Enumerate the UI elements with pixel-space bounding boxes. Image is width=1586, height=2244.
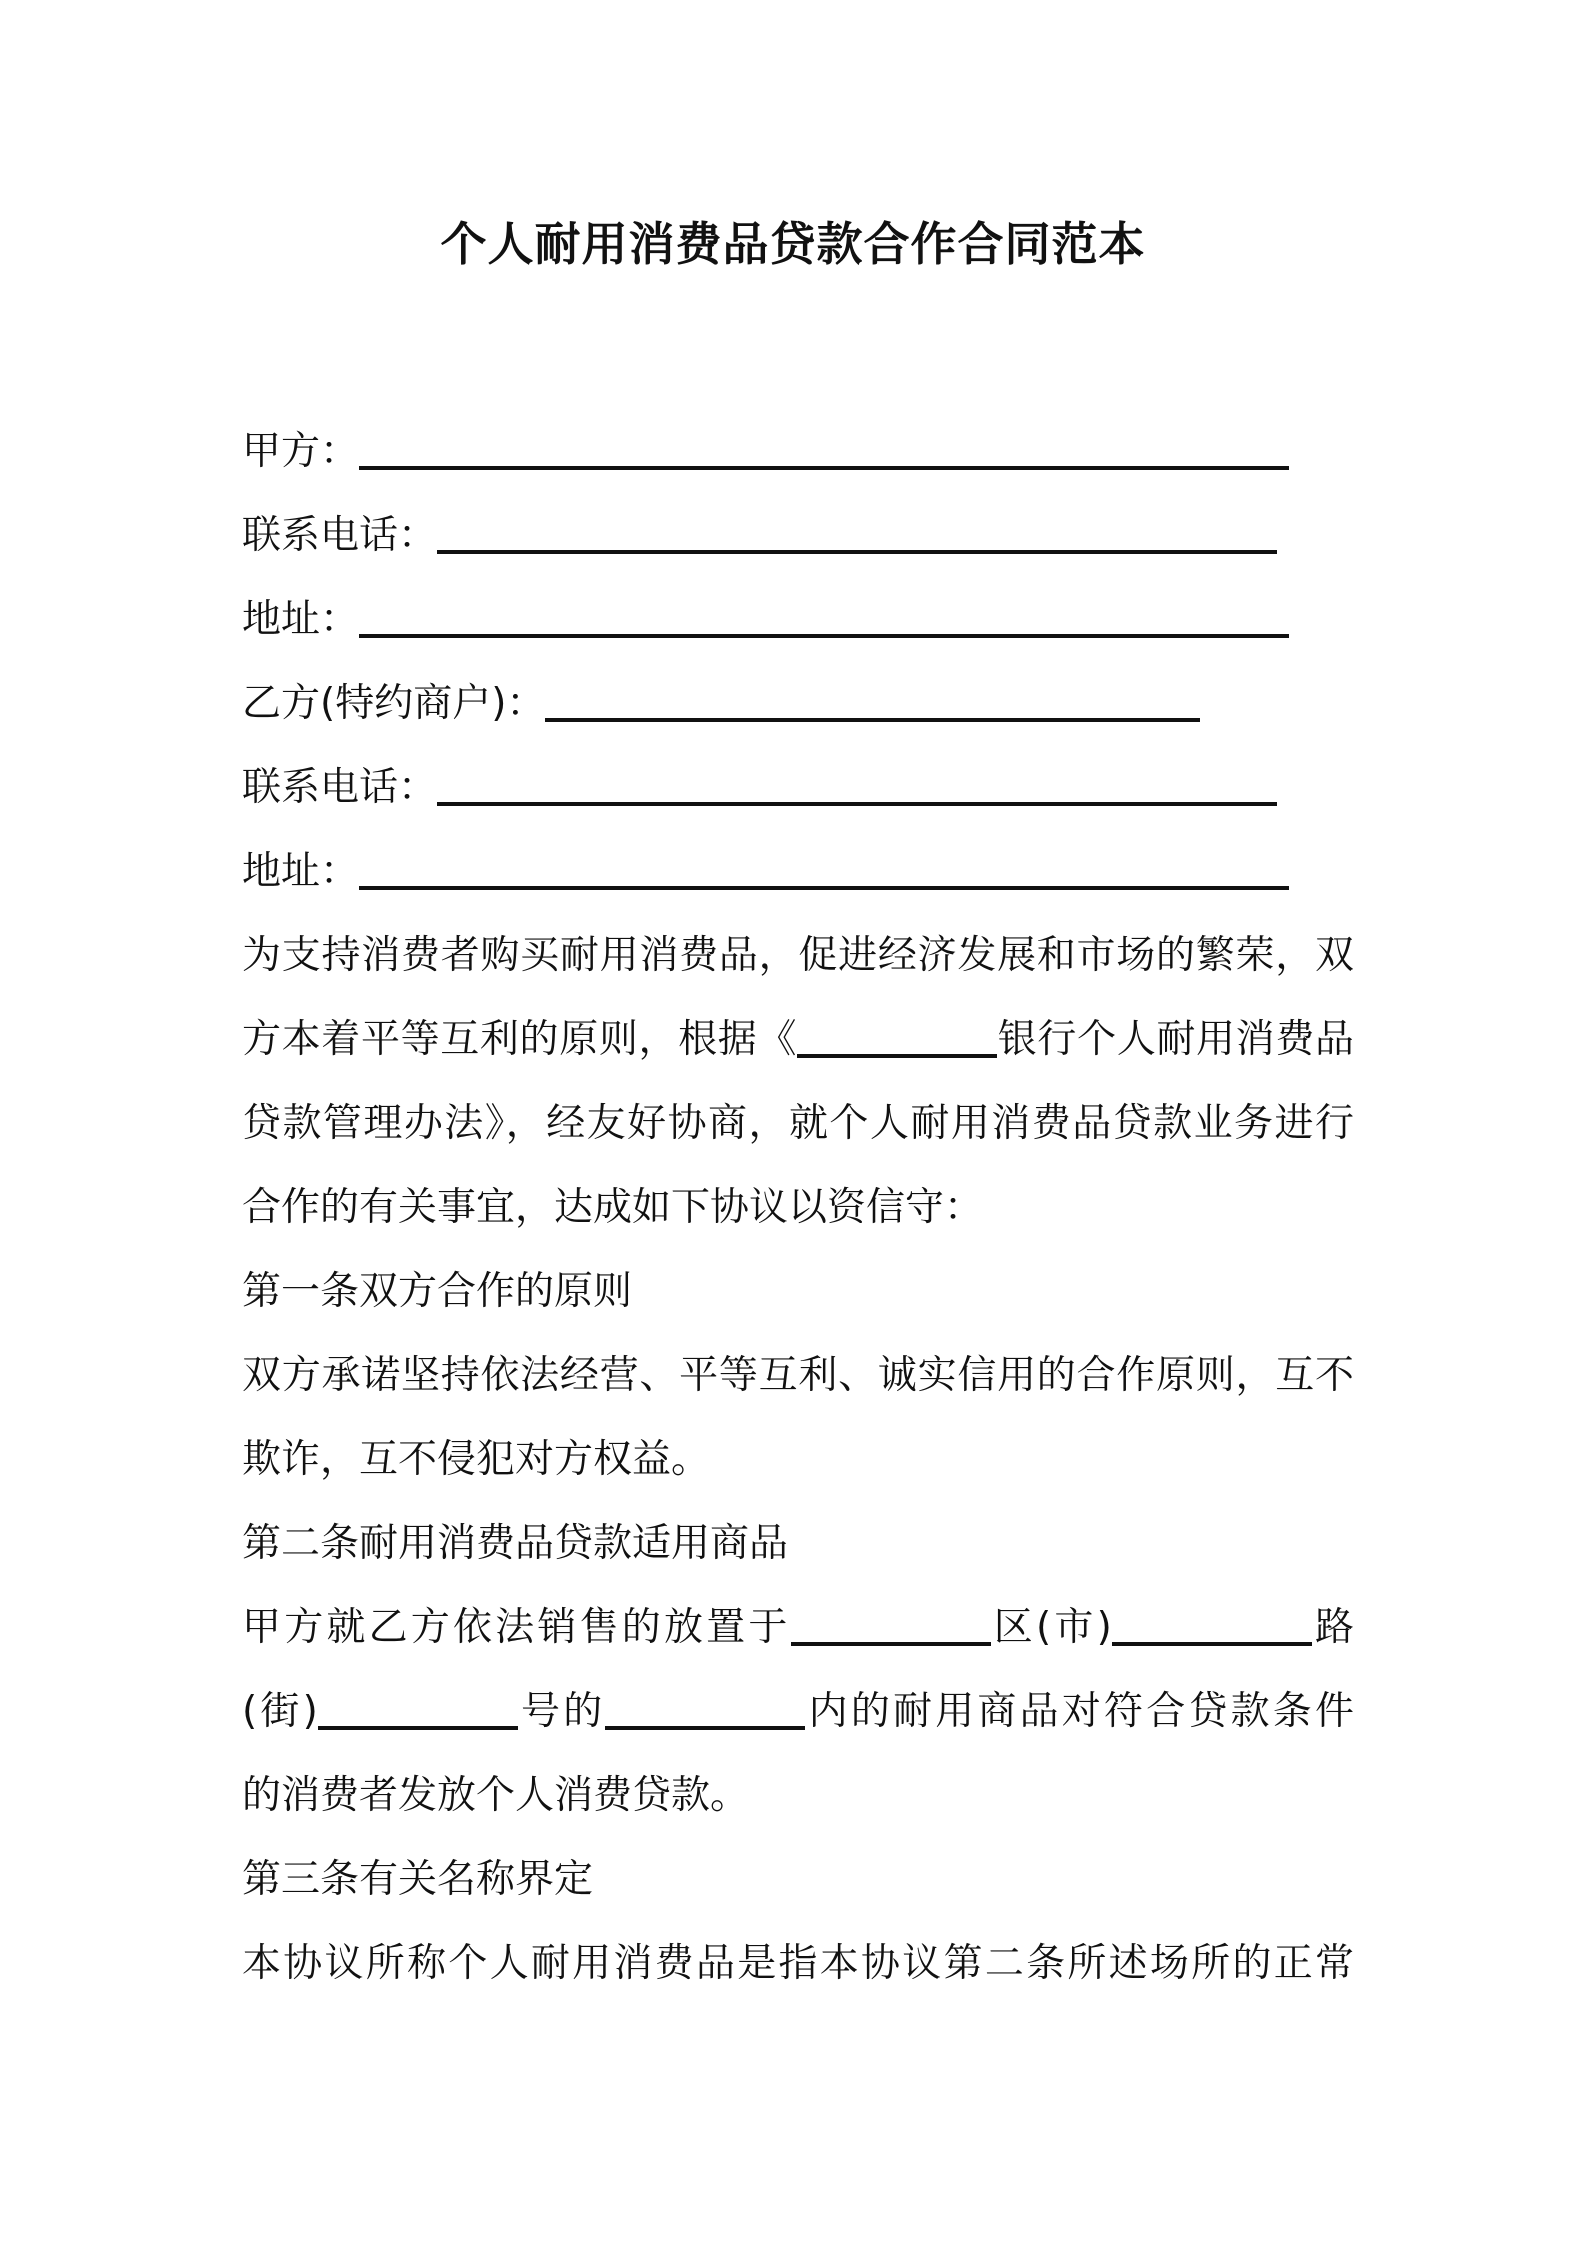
fill-blank (1112, 1642, 1312, 1646)
fill-blank (437, 550, 1277, 554)
paragraph-line: 甲方就乙方依法销售的放置于 区(市) 路 (242, 1605, 1354, 1650)
document-body (242, 410, 1354, 2006)
article-heading: 第三条有关名称界定 (242, 1857, 594, 1902)
party-a-phone-label: 联系电话： (242, 513, 438, 558)
party-a-address-label: 地址： (242, 597, 360, 642)
party-b-address-label: 地址： (242, 849, 360, 894)
fill-blank (545, 718, 1200, 722)
document-title: 个人耐用消费品贷款合作合同范本 (440, 217, 1146, 271)
fill-blank (797, 1054, 997, 1058)
fill-blank (359, 634, 1289, 638)
paragraph-line: 双方承诺坚持依法经营、平等互利、诚实信用的合作原则，互不 (242, 1353, 1354, 1398)
paragraph-line: 欺诈，互不侵犯对方权益。 (242, 1437, 711, 1482)
paragraph-line: 贷款管理办法》，经友好协商，就个人耐用消费品贷款业务进行 (242, 1101, 1354, 1146)
party-a-phone-field (242, 494, 1354, 578)
fill-blank (359, 466, 1289, 470)
party-b-phone-field (242, 746, 1354, 830)
party-b-address-field (242, 830, 1354, 914)
fill-blank (605, 1726, 805, 1730)
paragraph-line: (街) 号的 内的耐用商品对符合贷款条件 (242, 1689, 1354, 1734)
fill-blank (791, 1642, 991, 1646)
fill-blank (359, 886, 1289, 890)
paragraph-line: 的消费者发放个人消费贷款。 (242, 1773, 750, 1818)
party-a-label: 甲方： (242, 429, 360, 474)
article-heading: 第一条双方合作的原则 (242, 1269, 633, 1314)
party-b-field (242, 662, 1354, 746)
article-heading: 第二条耐用消费品贷款适用商品 (242, 1521, 789, 1566)
party-a-field (242, 410, 1354, 494)
paragraph-line: 方本着平等互利的原则，根据《 银行个人耐用消费品 (242, 1017, 1354, 1062)
paragraph-line: 合作的有关事宜，达成如下协议以资信守： (242, 1185, 984, 1230)
fill-blank (318, 1726, 518, 1730)
party-b-label: 乙方(特约商户)： (242, 681, 546, 726)
paragraph-line: 本协议所称个人耐用消费品是指本协议第二条所述场所的正常 (242, 1941, 1354, 1986)
fill-blank (437, 802, 1277, 806)
party-a-address-field (242, 578, 1354, 662)
party-b-phone-label: 联系电话： (242, 765, 438, 810)
paragraph-line: 为支持消费者购买耐用消费品，促进经济发展和市场的繁荣，双 (242, 933, 1354, 978)
